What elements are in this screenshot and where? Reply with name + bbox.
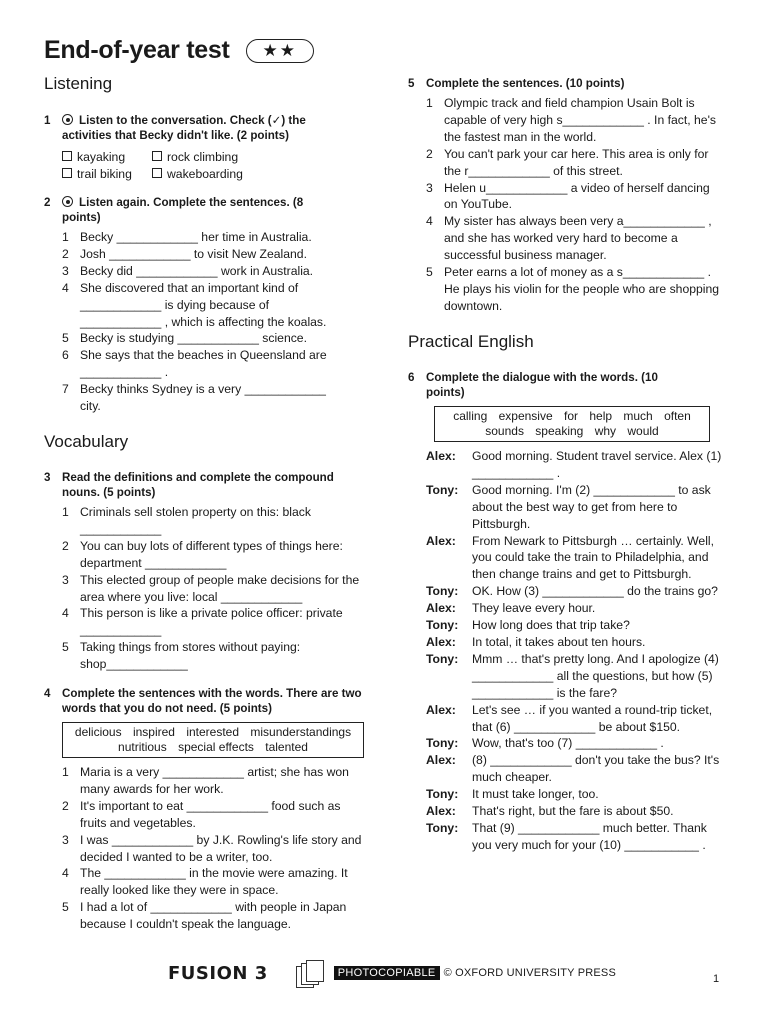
word-box-item: calling (453, 409, 488, 423)
list-item: 1 Maria is a very ____________ artist; she has won many awards for her work. (62, 765, 349, 796)
dialogue-line: Tony: Mmm … that's pretty long. And I apologize (4) ____________ all the questions, but how (5) ____________ is the fare? (426, 651, 719, 700)
word-box-item: speaking (535, 424, 584, 438)
exercise-4-items (62, 764, 364, 933)
list-item: 2 Josh ____________ to visit New Zealand. (62, 246, 307, 261)
page-title: End-of-year test (44, 36, 230, 64)
exercise-number: 3 (44, 471, 51, 484)
dialogue-line: Tony: Wow, that's too (7) ____________ . (426, 736, 664, 751)
option-wakeboarding[interactable]: wakeboarding (152, 166, 344, 182)
exercise-5 (408, 76, 726, 315)
dialogue-line: Alex: They leave every hour. (426, 601, 596, 616)
option-trail-biking[interactable]: trail biking (62, 166, 152, 182)
word-box-item: expensive (498, 409, 553, 423)
exercise-3 (44, 470, 362, 673)
exercise-6-header (408, 370, 726, 400)
word-box (62, 722, 364, 758)
exercise-2 (44, 195, 344, 415)
dialogue-line: Alex: Good morning. Student travel service. Alex (1) ____________ . (426, 449, 722, 480)
list-item: 3 I was ____________ by J.K. Rowling's life story and decided I wanted to be a writer, too. (62, 832, 362, 864)
word-box (434, 406, 710, 442)
dialogue-line: Alex: From Newark to Pittsburgh … certainly. Well, you could take the train to Philadelphia, and then change trains and get to Pittsburgh. (426, 533, 715, 582)
checkbox[interactable] (62, 168, 72, 178)
list-item: 7 Becky thinks Sydney is a very ____________ city. (62, 382, 326, 414)
title-row (44, 36, 314, 65)
list-item: 4 She discovered that an important kind of ____________ is dying because of ____________ , which is affecting the koalas. (62, 280, 327, 329)
exercise-4 (44, 686, 364, 933)
checkbox[interactable] (62, 151, 72, 161)
exercise-2-header (44, 195, 344, 225)
dialogue-line: Tony: That (9) ____________ much better. Thank you very much for your (10) ___________ . (426, 820, 707, 852)
dialogue (426, 448, 726, 854)
list-item: 6 She says that the beaches in Queensland are ____________ . (62, 348, 327, 380)
word-box-item: much (623, 409, 653, 423)
exercise-5-instruction: Complete the sentences. (10 points) (426, 77, 625, 90)
list-item: 1 Criminals sell stolen property on this: black ____________ (62, 505, 311, 536)
exercise-4-instruction: Complete the sentences with the words. There are two words that you do not need. (5 points) (62, 687, 362, 715)
exercise-number: 1 (44, 114, 51, 127)
list-item: 3 Helen u____________ a video of herself dancing on YouTube. (426, 180, 710, 212)
dialogue-line: Tony: Good morning. I'm (2) ____________ to ask about the best way to get from here to Pittsburgh. (426, 482, 711, 531)
word-box-item: talented (265, 740, 308, 754)
exercise-6 (408, 370, 726, 854)
exercise-2-instruction: Listen again. Complete the sentences. (8 points) (62, 196, 304, 224)
exercise-number: 4 (44, 687, 51, 700)
word-box-item: misunderstandings (250, 725, 352, 739)
option-kayaking[interactable]: kayaking (62, 149, 152, 165)
exercise-1 (44, 113, 344, 182)
word-box-item: inspired (132, 725, 175, 739)
exercise-1-instruction: Listen to the conversation. Check (✓) the activities that Becky didn't like. (2 points) (62, 114, 306, 142)
list-item: 5 I had a lot of ____________ with people in Japan because I couldn't speak the language. (62, 900, 347, 932)
brand-logo: FUSION 3 (168, 962, 268, 984)
list-item: 5 Taking things from stores without paying: shop____________ (62, 640, 301, 672)
exercise-6-instruction: Complete the dialogue with the words. (10 points) (426, 371, 658, 399)
footer (168, 960, 616, 986)
list-item: 4 The ____________ in the movie were amazing. It really looked like they were in space. (62, 866, 348, 898)
dialogue-line: Alex: Let's see … if you wanted a round-trip ticket, that (6) ____________ be about $150. (426, 702, 713, 734)
dialogue-line: Tony: OK. How (3) ____________ do the trains go? (426, 584, 718, 599)
dialogue-line: Alex: (8) ____________ don't you take the bus? It's much cheaper. (426, 753, 720, 785)
section-heading-listening: Listening (44, 74, 113, 93)
word-box-item: help (589, 409, 613, 423)
audio-disc-icon (62, 196, 73, 207)
option-rock-climbing[interactable]: rock climbing (152, 149, 344, 165)
word-box-item: special effects (178, 740, 254, 754)
word-box-item: why (594, 424, 617, 438)
word-box-item: nutritious (118, 740, 167, 754)
checkbox[interactable] (152, 151, 162, 161)
exercise-number: 6 (408, 371, 415, 384)
list-item: 3 This elected group of people make decisions for the area where you live: local ____________ (62, 572, 360, 604)
list-item: 4 This person is like a private police officer: private ____________ (62, 606, 343, 638)
word-box-item: delicious (74, 725, 122, 739)
section-heading-vocabulary: Vocabulary (44, 432, 129, 451)
list-item: 2 You can't park your car here. This area is only for the r____________ of this street. (426, 146, 709, 178)
dialogue-line: Alex: That's right, but the fare is about $50. (426, 804, 674, 819)
list-item: 5 Becky is studying ____________ science. (62, 331, 307, 346)
exercise-3-instruction: Read the definitions and complete the compound nouns. (5 points) (62, 471, 334, 499)
dialogue-line: Tony: It must take longer, too. (426, 787, 599, 802)
word-box-item: often (664, 409, 691, 423)
checkbox-options (62, 149, 344, 182)
section-heading-practical-english: Practical English (408, 332, 534, 351)
word-box-item: sounds (485, 424, 524, 438)
photocopiable-label: PHOTOCOPIABLE (334, 966, 440, 980)
page-number: 1 (713, 973, 720, 985)
exercise-5-items (426, 95, 726, 315)
word-box-item: would (627, 424, 659, 438)
word-box-item: interested (186, 725, 240, 739)
exercise-3-items (62, 504, 362, 673)
dialogue-line: Tony: How long does that trip take? (426, 618, 630, 633)
photocopy-icon (296, 960, 326, 986)
checkbox[interactable] (152, 168, 162, 178)
list-item: 2 It's important to eat ____________ food such as fruits and vegetables. (62, 798, 341, 830)
word-box-item: for (563, 409, 578, 423)
exercise-3-header (44, 470, 362, 500)
list-item: 1 Becky ____________ her time in Australia. (62, 230, 312, 244)
exercise-2-items (62, 229, 344, 415)
exercise-number: 2 (44, 196, 51, 209)
list-item: 4 My sister has always been very a____________ , and she has worked very hard to become a successful business manager. (426, 214, 712, 263)
list-item: 2 You can buy lots of different types of things here: department ____________ (62, 538, 343, 570)
audio-disc-icon (62, 114, 73, 125)
exercise-number: 5 (408, 77, 415, 90)
difficulty-stars-badge: ★★ (246, 39, 314, 63)
list-item: 5 Peter earns a lot of money as a s____________ . He plays his violin for the people who are shopping downtown. (426, 265, 720, 313)
dialogue-line: Alex: In total, it takes about ten hours. (426, 634, 646, 649)
exercise-4-header (44, 686, 364, 716)
exercise-5-header (408, 76, 726, 91)
list-item: 1 Olympic track and field champion Usain Bolt is capable of very high s____________ . In fact, he's the fastest man in the world. (426, 96, 716, 144)
list-item: 3 Becky did ____________ work in Australia. (62, 263, 314, 278)
publisher-credit: © OXFORD UNIVERSITY PRESS (443, 967, 617, 979)
exercise-1-header (44, 113, 344, 143)
